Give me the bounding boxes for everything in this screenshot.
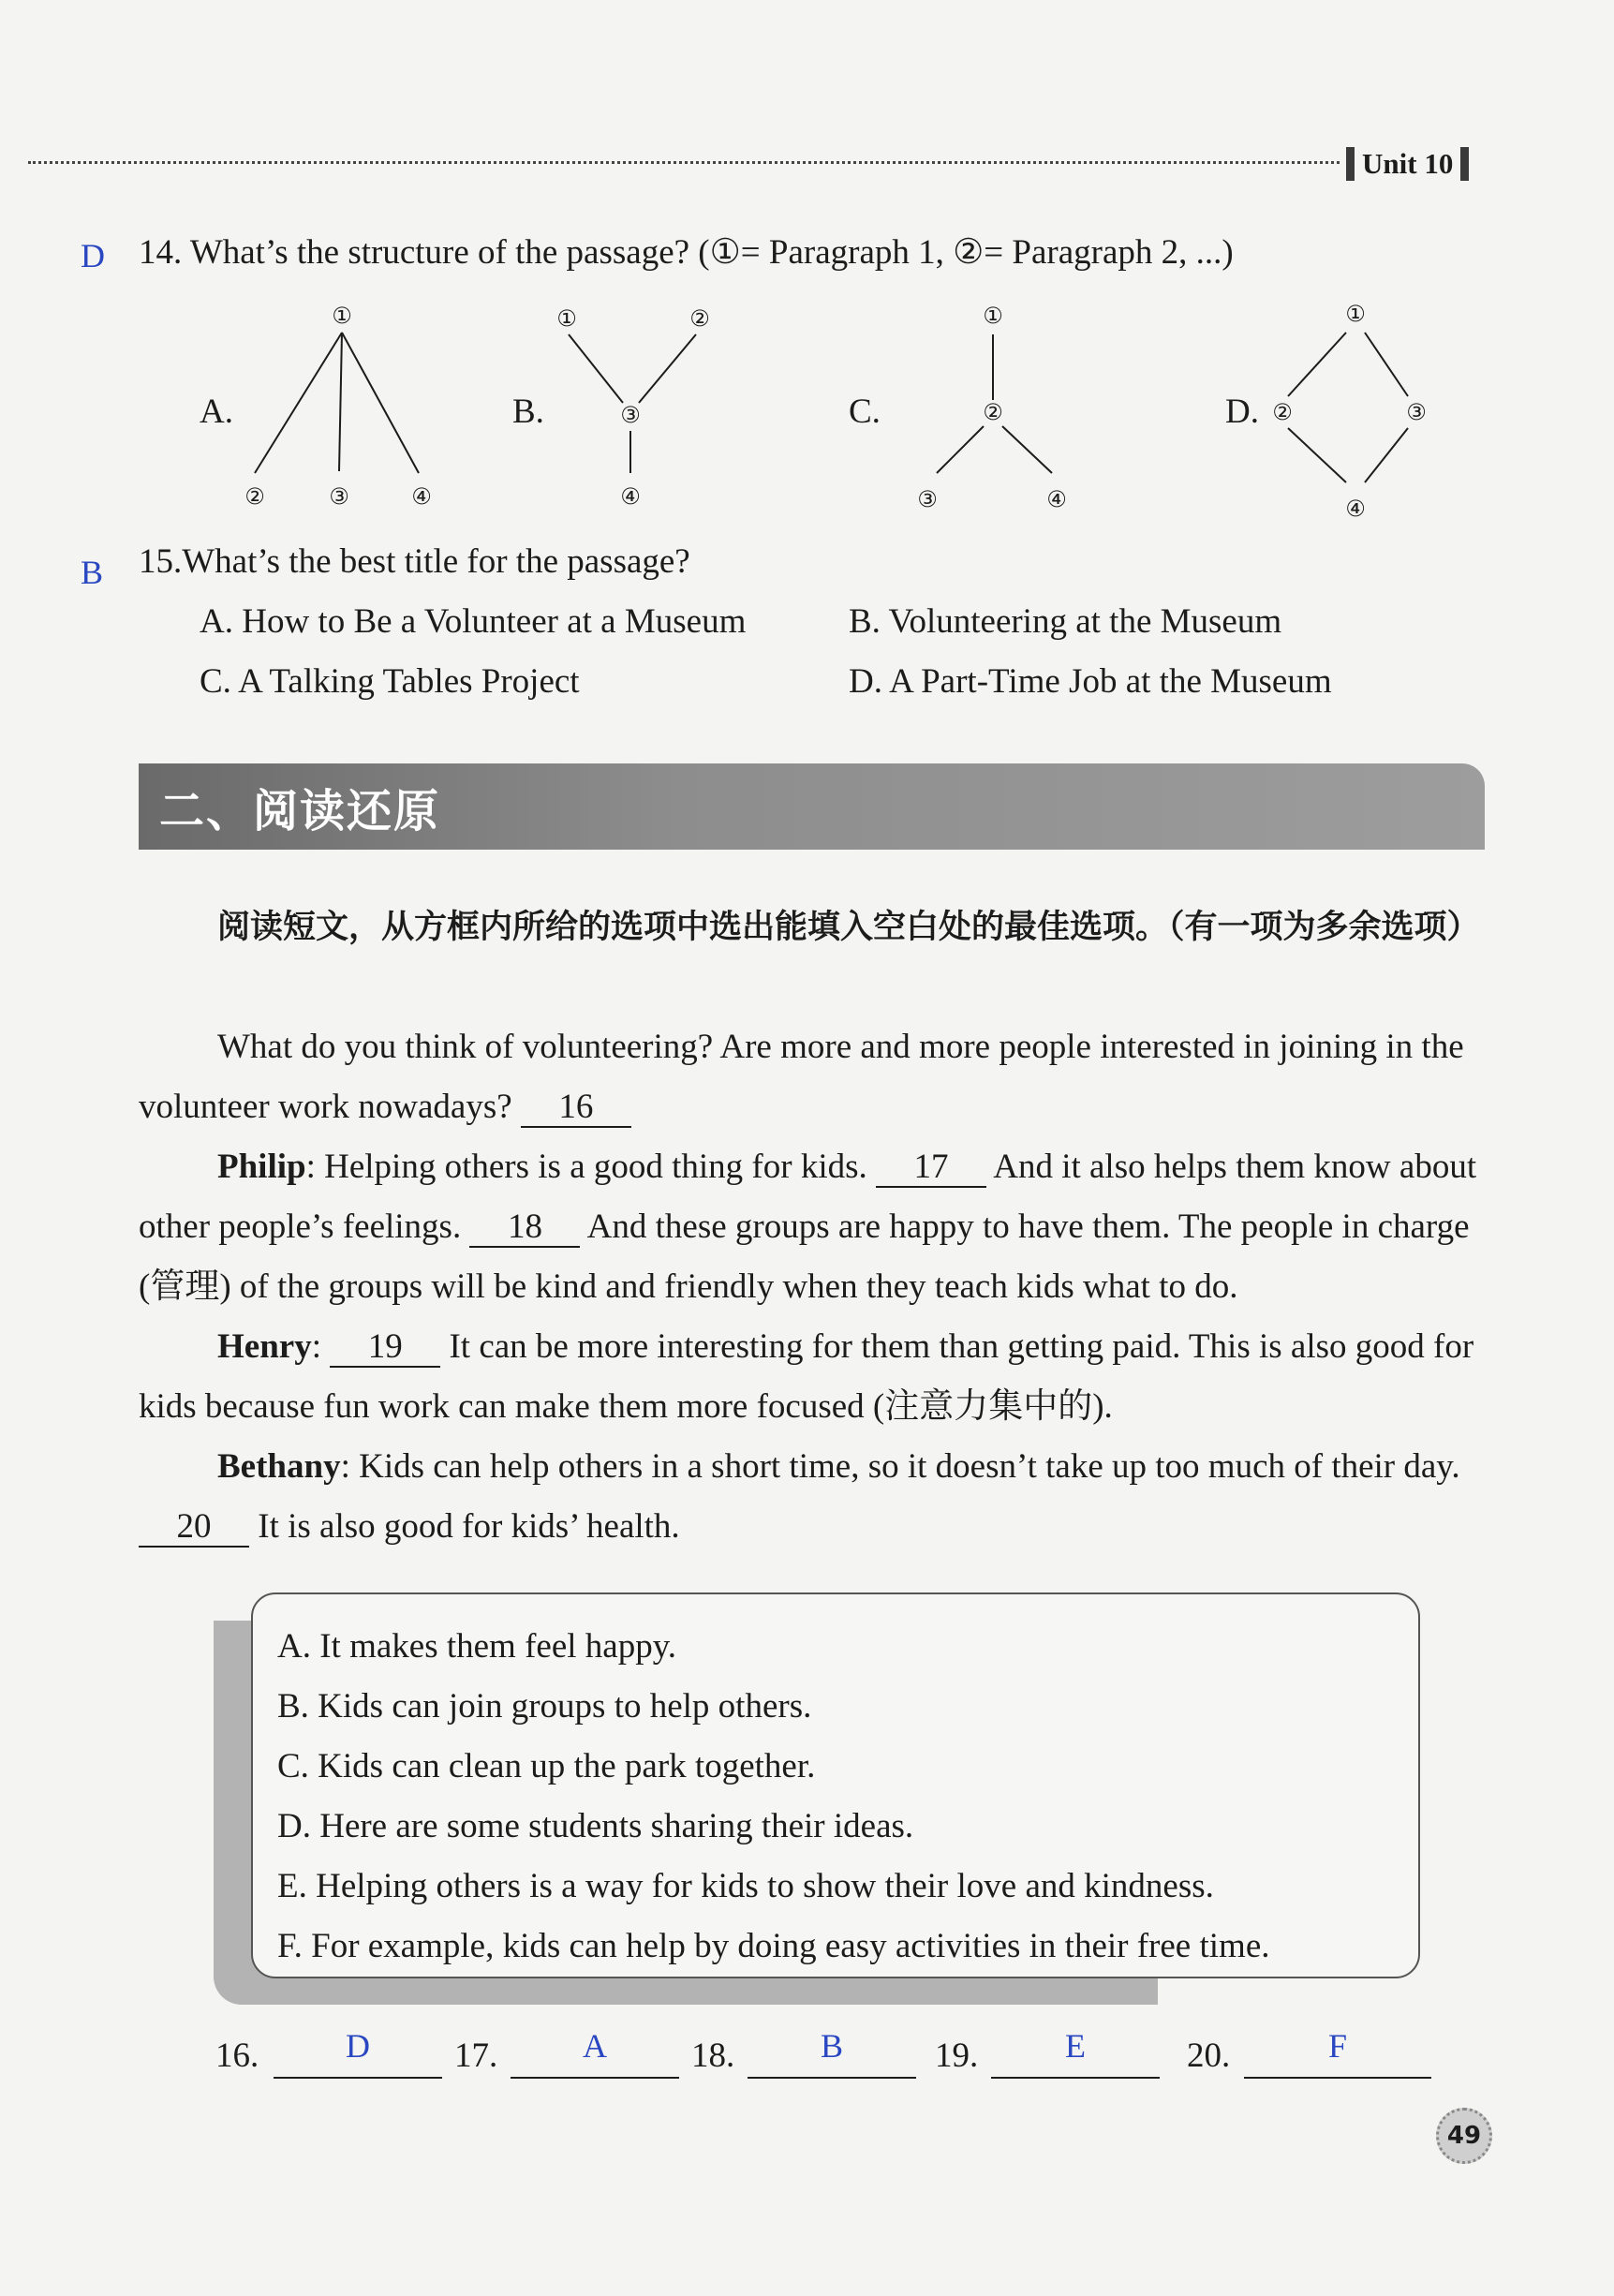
node-1: ①: [983, 303, 1003, 329]
section-banner: [139, 763, 1485, 850]
answer-18-value: B: [820, 2027, 843, 2065]
q15-option-c: C. A Talking Tables Project: [200, 662, 580, 701]
node-1: ①: [332, 303, 352, 329]
henry-text-1: It can be more interesting for them than getting paid. This is also good for kids because fun work can make them more focused (注意力集中的).: [139, 1327, 1474, 1426]
unit-text: Unit 10: [1362, 147, 1454, 180]
answer-17-line: [511, 2077, 679, 2079]
passage-henry: [139, 1317, 1485, 1437]
answer-20-line: [1244, 2077, 1431, 2079]
answer-17-number: 17.: [454, 2037, 498, 2075]
node-3: ③: [1406, 399, 1427, 425]
blank-20: 20: [139, 1508, 249, 1548]
node-1: ①: [556, 305, 577, 332]
q15-option-a: A. How to Be a Volunteer at a Museum: [200, 602, 747, 641]
node-4: ④: [1345, 496, 1366, 522]
edge-1-2: [1288, 333, 1346, 396]
edge-2-3: [937, 426, 984, 473]
answer-19-value: E: [1065, 2027, 1086, 2065]
choice-b: B. Kids can join groups to help others.: [277, 1687, 812, 1726]
node-4: ④: [411, 483, 432, 510]
passage-bethany: [139, 1437, 1485, 1557]
node-2: ②: [689, 305, 710, 332]
blank-18: 18: [469, 1208, 580, 1248]
choice-d: D. Here are some students sharing their ideas.: [277, 1807, 914, 1845]
choice-e: E. Helping others is a way for kids to show their love and kindness.: [277, 1867, 1214, 1905]
node-1: ①: [1345, 301, 1366, 327]
edge-2-4: [1002, 426, 1052, 473]
q14-diagram-c: [899, 295, 1087, 525]
node-3: ③: [917, 486, 938, 512]
edge-1-3: [1365, 333, 1408, 396]
answer-16-number: 16.: [215, 2037, 259, 2075]
answer-16-line: [274, 2077, 442, 2079]
answer-19-line: [991, 2077, 1160, 2079]
instructions: 阅读短文，从方框内所给的选项中选出能填入空白处的最佳选项。（有一项为多余选项）: [217, 909, 1480, 946]
q15-option-d: D. A Part-Time Job at the Museum: [849, 662, 1332, 701]
q14-handwritten-answer: D: [81, 237, 105, 274]
answer-18-number: 18.: [691, 2037, 735, 2075]
q14-option-c-label: C.: [849, 393, 881, 431]
q14-diagram-b: [543, 295, 749, 525]
henry-colon: :: [311, 1327, 321, 1366]
edge-2-4: [1288, 428, 1346, 482]
speaker-bethany: Bethany: [217, 1447, 341, 1486]
philip-text-2: And it also helps them know about other people’s feelings.: [139, 1148, 1477, 1246]
options-box: [251, 1592, 1420, 1978]
node-4: ④: [620, 483, 641, 510]
speaker-philip: Philip: [217, 1148, 306, 1186]
passage-intro-text: What do you think of volunteering? Are more and more people interested in joining in the volunteer work nowadays?: [139, 1028, 1464, 1126]
passage-philip: [139, 1137, 1485, 1317]
node-3: ③: [329, 483, 349, 510]
node-4: ④: [1046, 486, 1067, 512]
choice-c: C. Kids can clean up the park together.: [277, 1747, 816, 1785]
philip-text-3: And these groups are happy to have them. The people in charge (管理) of the groups will be kind and friendly when they teach kids what to do.: [139, 1207, 1470, 1306]
q14-diagram-a: [225, 295, 450, 525]
blank-16: 16: [521, 1089, 631, 1128]
page-number: 49: [1436, 2108, 1492, 2164]
choice-f: F. For example, kids can help by doing easy activities in their free time.: [277, 1927, 1270, 1965]
bethany-text-2: It is also good for kids’ health.: [258, 1507, 680, 1546]
bethany-text-1: : Kids can help others in a short time, so it doesn’t take up too much of their day.: [340, 1447, 1460, 1486]
blank-17: 17: [876, 1148, 986, 1188]
edge-2-3: [639, 334, 696, 403]
choice-a: A. It makes them feel happy.: [277, 1627, 677, 1666]
passage-intro: [139, 1017, 1485, 1137]
edge-3-4: [1365, 428, 1408, 482]
q14-option-d-label: D.: [1225, 393, 1259, 431]
unit-label: [1346, 145, 1469, 183]
q14-question: 14. What’s the structure of the passage? (①= Paragraph 1, ②= Paragraph 2, ...): [139, 233, 1234, 272]
node-2: ②: [244, 483, 265, 510]
section-title: 二、阅读还原: [159, 785, 441, 837]
answer-18-line: [748, 2077, 916, 2079]
node-2: ②: [1272, 399, 1293, 425]
q15-handwritten-answer: B: [81, 554, 104, 591]
answer-16-value: D: [346, 2027, 370, 2065]
edge-1-3: [569, 334, 623, 403]
answer-20-number: 20.: [1187, 2037, 1231, 2075]
q14-diagram-d: [1260, 295, 1447, 525]
q14-option-a-label: A.: [200, 393, 233, 431]
edge-1-4: [342, 333, 419, 473]
header-dotted-rule: [28, 161, 1340, 164]
q15-option-b: B. Volunteering at the Museum: [849, 602, 1282, 641]
answer-20-value: F: [1327, 2027, 1348, 2065]
speaker-henry: Henry: [217, 1327, 312, 1366]
answer-row: [215, 2019, 1433, 2084]
answer-19-number: 19.: [935, 2037, 979, 2075]
q15-question: 15.What’s the best title for the passage?: [139, 542, 690, 581]
edge-1-3: [339, 333, 342, 471]
philip-text-1: : Helping others is a good thing for kids.: [305, 1148, 867, 1186]
unit-bar-right: [1460, 147, 1469, 181]
blank-19: 19: [330, 1328, 440, 1368]
edge-1-2: [255, 333, 342, 473]
answer-17-value: A: [583, 2027, 607, 2065]
node-2: ②: [983, 399, 1003, 425]
node-3: ③: [620, 402, 641, 428]
q14-option-b-label: B.: [512, 393, 544, 431]
unit-bar-left: [1346, 147, 1355, 181]
